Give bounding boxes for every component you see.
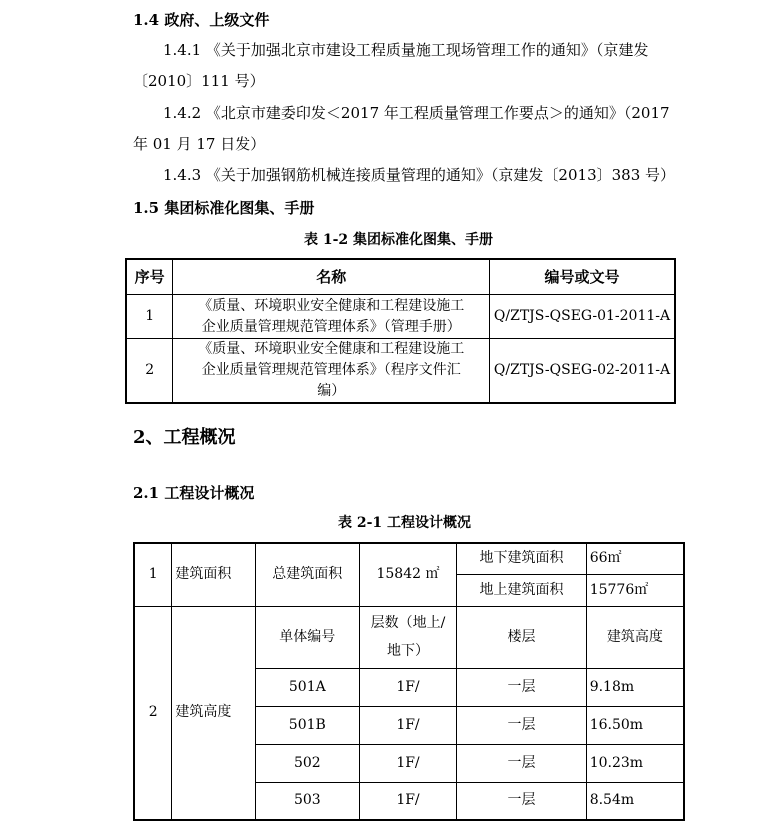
cell-floors: 1F/: [359, 782, 457, 820]
cell-floors: 1F/: [359, 706, 457, 744]
cell-no: 1: [134, 543, 172, 606]
header-storey: 楼层: [457, 606, 586, 668]
section-heading-2-1: 2.1 工程设计概况: [133, 484, 255, 502]
cell-floors: 1F/: [359, 744, 457, 782]
header-unit: 单体编号: [255, 606, 359, 668]
cell-above-value: 15776㎡: [586, 574, 684, 606]
cell-name: [173, 295, 490, 339]
paragraph-1-4-1-line1: 1.4.1 《关于加强北京市建设工程质量施工现场管理工作的通知》（京建发: [163, 41, 649, 59]
section-heading-2: 2、工程概况: [133, 427, 236, 448]
section-heading-1-4: 1.4 政府、上级文件: [133, 11, 270, 29]
table-row: [134, 606, 684, 668]
cell-storey: 一层: [457, 782, 586, 820]
cell-label: 总建筑面积: [255, 543, 359, 606]
cell-above-label: 地上建筑面积: [457, 574, 586, 606]
paragraph-1-4-2-line2: 年 01 月 17 日发）: [133, 135, 266, 153]
table-header-row: [126, 259, 675, 295]
cell-name-line: 企业质量管理规范管理体系》（程序文件汇: [201, 362, 461, 378]
paragraph-1-4-3: 1.4.3 《关于加强钢筋机械连接质量管理的通知》（京建发〔2013〕383 号）: [163, 166, 676, 184]
cell-height: 8.54m: [586, 782, 684, 820]
header-floors: [359, 606, 457, 668]
cell-storey: 一层: [457, 668, 586, 706]
cell-storey: 一层: [457, 744, 586, 782]
cell-item: 建筑高度: [172, 606, 256, 820]
cell-name: [173, 339, 490, 404]
cell-total: 15842 ㎡: [359, 543, 457, 606]
table-2-1: [133, 542, 685, 821]
cell-name-line: 编）: [317, 383, 346, 399]
cell-unit-code: 501B: [255, 706, 359, 744]
cell-under-label: 地下建筑面积: [457, 543, 586, 574]
paragraph-1-4-2-line1: 1.4.2 《北京市建委印发＜2017 年工程质量管理工作要点＞的通知》（2017: [163, 104, 670, 122]
cell-code: Q/ZTJS-QSEG-01-2011-A: [490, 295, 675, 339]
cell-code: Q/ZTJS-QSEG-02-2011-A: [490, 339, 675, 404]
cell-height: 10.23m: [586, 744, 684, 782]
cell-no: 2: [126, 339, 173, 404]
cell-floors: 1F/: [359, 668, 457, 706]
table-1-2: [125, 258, 676, 404]
header-name: 名称: [173, 259, 490, 295]
cell-name-line: 《质量、环境职业安全健康和工程建设施工: [198, 341, 465, 357]
cell-unit-code: 503: [255, 782, 359, 820]
cell-height: 9.18m: [586, 668, 684, 706]
section-heading-1-5: 1.5 集团标准化图集、手册: [133, 199, 315, 217]
cell-unit-code: 502: [255, 744, 359, 782]
header-floors-line: 层数（地上/: [370, 615, 446, 631]
cell-item: 建筑面积: [172, 543, 256, 606]
table-1-2-caption: 表 1-2 集团标准化图集、手册: [304, 232, 494, 248]
cell-name-line: 《质量、环境职业安全健康和工程建设施工: [198, 297, 465, 314]
cell-no: 1: [126, 295, 173, 339]
cell-no: 2: [134, 606, 172, 820]
header-no: 序号: [126, 259, 173, 295]
cell-storey: 一层: [457, 706, 586, 744]
cell-under-value: 66㎡: [586, 543, 684, 574]
cell-height: 16.50m: [586, 706, 684, 744]
table-row: [126, 295, 675, 339]
paragraph-1-4-1-line2: 〔2010〕111 号）: [133, 72, 265, 90]
header-code: 编号或文号: [490, 259, 675, 295]
header-height: 建筑高度: [586, 606, 684, 668]
table-2-1-caption: 表 2-1 工程设计概况: [338, 515, 472, 531]
table-row: [126, 339, 675, 404]
cell-unit-code: 501A: [255, 668, 359, 706]
header-floors-line: 地下）: [386, 643, 429, 659]
table-row: [134, 543, 684, 574]
cell-name-line: 企业质量管理规范管理体系》（管理手册）: [201, 318, 461, 335]
